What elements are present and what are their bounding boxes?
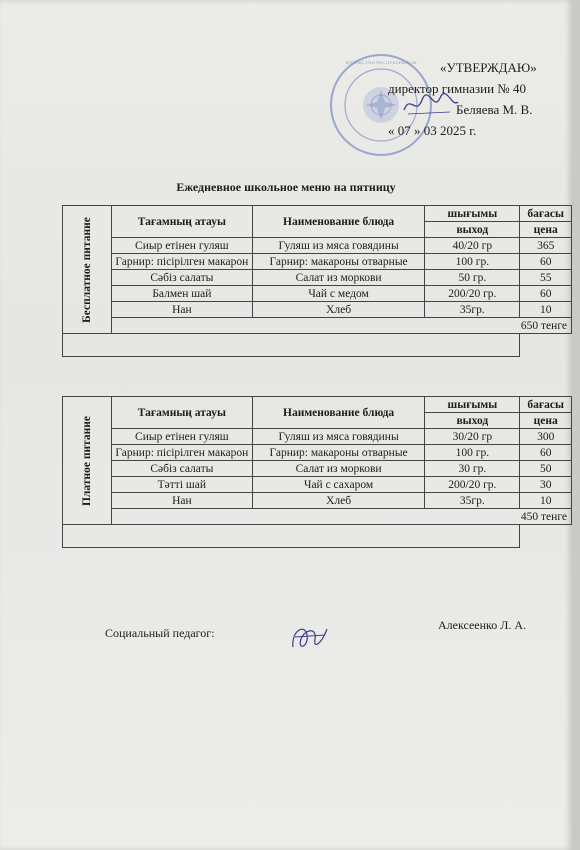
blank-row [63, 334, 520, 357]
dish-ru: Чай с сахаром [252, 477, 425, 493]
header-output-ru: выход [425, 222, 520, 238]
free-meals-table [62, 205, 572, 357]
table-row [63, 477, 572, 493]
dish-ru: Салат из моркови [252, 461, 425, 477]
dish-output: 40/20 гр [425, 238, 520, 254]
dish-output: 100 гр. [425, 254, 520, 270]
paid-meals-label-cell [63, 397, 112, 525]
table-row [63, 461, 572, 477]
page-edge [572, 0, 580, 850]
dish-ru: Гуляш из мяса говядины [252, 429, 425, 445]
dish-output: 30 гр. [425, 461, 520, 477]
dish-price: 60 [520, 286, 572, 302]
table-row [63, 238, 572, 254]
total-row [63, 318, 572, 334]
dish-kz: Гарнир: пісірілген макарон [111, 254, 252, 270]
header-ru-dish: Наименование блюда [252, 397, 425, 429]
svg-text:ҚАЗАҚСТАН РЕСПУБЛИКАСЫ: ҚАЗАҚСТАН РЕСПУБЛИКАСЫ [345, 61, 417, 66]
paid-total: 450 тенге [111, 509, 571, 525]
dish-output: 100 гр. [425, 445, 520, 461]
header-kz-dish: Тағамның атауы [111, 397, 252, 429]
blank-row [63, 525, 520, 548]
header-output-kz: шығымы [425, 397, 520, 413]
menu-title: Ежедневное школьное меню на пятницу [176, 180, 396, 194]
table-row [63, 493, 572, 509]
dish-kz: Тәтті шай [111, 477, 252, 493]
dish-price: 10 [520, 302, 572, 318]
dish-ru: Гарнир: макароны отварные [252, 254, 425, 270]
dish-output: 50 гр. [425, 270, 520, 286]
dish-kz: Сәбіз салаты [111, 461, 252, 477]
dish-output: 200/20 гр. [425, 286, 520, 302]
table-row [63, 302, 572, 318]
pedagogue-signature-icon [287, 617, 333, 657]
dish-price: 10 [520, 493, 572, 509]
dish-price: 300 [520, 429, 572, 445]
table-row [63, 429, 572, 445]
dish-kz: Гарнир: пісірілген макарон [111, 445, 252, 461]
table-row [63, 254, 572, 270]
header-kz-dish: Тағамның атауы [111, 206, 252, 238]
dish-ru: Чай с медом [252, 286, 425, 302]
approval-title: «УТВЕРЖДАЮ» [440, 60, 537, 75]
header-ru-dish: Наименование блюда [252, 206, 425, 238]
dish-price: 55 [520, 270, 572, 286]
dish-kz: Нан [111, 493, 252, 509]
dish-output: 200/20 гр. [425, 477, 520, 493]
table-row [63, 270, 572, 286]
header-price-kz: бағасы [520, 397, 572, 413]
dish-ru: Салат из моркови [252, 270, 425, 286]
approval-date: « 07 » 03 2025 г. [388, 123, 477, 138]
free-meals-label: Бесплатное питание [80, 216, 93, 323]
total-row [63, 509, 572, 525]
approval-position: директор гимназии № 40 [388, 81, 526, 96]
dish-kz: Сиыр етінен гуляш [111, 238, 252, 254]
dish-price: 50 [520, 461, 572, 477]
header-output-ru: выход [425, 413, 520, 429]
paid-meals-label: Платное питание [80, 415, 93, 506]
dish-ru: Хлеб [252, 493, 425, 509]
dish-kz: Балмен шай [111, 286, 252, 302]
footer-role: Социальный педагог: [105, 626, 215, 640]
approval-name: Беляева М. В. [456, 102, 533, 117]
dish-output: 35гр. [425, 493, 520, 509]
dish-output: 35гр. [425, 302, 520, 318]
free-meals-label-cell [63, 206, 112, 334]
dish-price: 30 [520, 477, 572, 493]
table-row [63, 445, 572, 461]
paid-meals-table [62, 396, 572, 548]
director-signature-icon [400, 90, 460, 120]
dish-kz: Нан [111, 302, 252, 318]
header-output-kz: шығымы [425, 206, 520, 222]
header-price-ru: цена [520, 413, 572, 429]
dish-ru: Гарнир: макароны отварные [252, 445, 425, 461]
table-row [63, 286, 572, 302]
header-price-kz: бағасы [520, 206, 572, 222]
header-price-ru: цена [520, 222, 572, 238]
footer-name: Алексеенко Л. А. [438, 618, 527, 632]
free-total: 650 тенге [111, 318, 571, 334]
dish-kz: Сиыр етінен гуляш [111, 429, 252, 445]
dish-price: 60 [520, 254, 572, 270]
dish-kz: Сәбіз салаты [111, 270, 252, 286]
dish-ru: Гуляш из мяса говядины [252, 238, 425, 254]
dish-price: 365 [520, 238, 572, 254]
dish-output: 30/20 гр [425, 429, 520, 445]
dish-price: 60 [520, 445, 572, 461]
dish-ru: Хлеб [252, 302, 425, 318]
